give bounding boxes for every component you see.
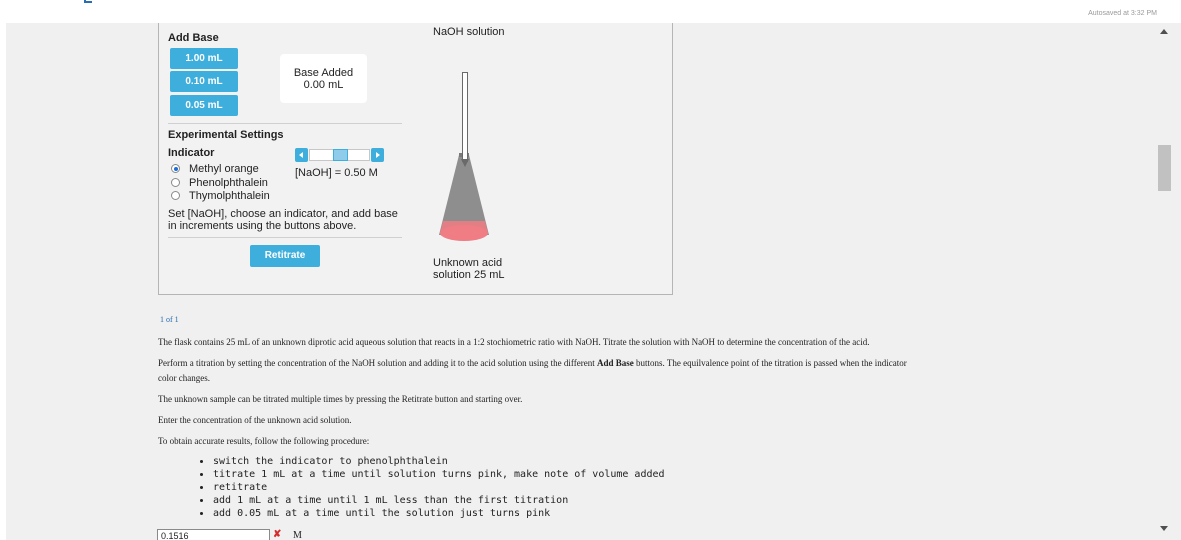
radio-selected-icon[interactable] — [171, 164, 180, 173]
scrollbar-thumb[interactable] — [1158, 145, 1171, 191]
acid-solution-level — [440, 221, 488, 233]
base-added-value: 0.00 mL — [303, 79, 344, 91]
add-1ml-button[interactable]: 1.00 mL — [170, 48, 238, 69]
burette — [462, 72, 468, 162]
burette-tip-icon — [461, 159, 469, 167]
question-paragraph-3: The unknown sample can be titrated multiple times by pressing the Retitrate button and starting over. — [158, 394, 523, 404]
list-item: switch the indicator to phenolphthalein — [200, 455, 665, 468]
help-text: Set [NaOH], choose an indicator, and add base in increments using the buttons above. — [168, 208, 398, 232]
question-paragraph-1: The flask contains 25 mL of an unknown diprotic acid aqueous solution that reacts in a 1:2 stochiometric ratio with NaOH. Titrate the solution with NaOH to determine the concentration of the acid. — [158, 337, 870, 347]
radio-icon[interactable] — [171, 191, 180, 200]
base-added-label: Base Added — [293, 67, 354, 79]
add-0.05ml-button[interactable]: 0.05 mL — [170, 95, 238, 116]
scrollbar-track[interactable] — [1157, 23, 1181, 540]
slider-decrease-icon[interactable] — [295, 148, 308, 162]
scroll-up-icon[interactable] — [1160, 29, 1168, 34]
divider — [168, 123, 402, 124]
indicator-option-methyl-orange[interactable]: Methyl orange — [171, 162, 259, 175]
list-item: add 1 mL at a time until 1 mL less than the first titration — [200, 494, 665, 507]
list-item: add 0.05 mL at a time until the solution just turns pink — [200, 507, 665, 520]
indicator-label: Indicator — [168, 147, 215, 159]
page-indicator[interactable]: 1 of 1 — [160, 315, 179, 324]
radio-icon[interactable] — [171, 178, 180, 187]
add-0.1ml-button[interactable]: 0.10 mL — [170, 71, 238, 92]
slider-increase-icon[interactable] — [371, 148, 384, 162]
flask-label: Unknown acid solution 25 mL — [433, 257, 505, 281]
incorrect-mark-icon: ✘ — [273, 529, 282, 540]
naoh-slider[interactable] — [295, 148, 384, 162]
indicator-option-phenolphthalein[interactable]: Phenolphthalein — [171, 176, 268, 189]
answer-unit: M — [293, 530, 302, 540]
logo-fragment — [84, 0, 92, 3]
naoh-solution-label: NaOH solution — [433, 26, 505, 38]
question-paragraph-5: To obtain accurate results, follow the following procedure: — [158, 436, 370, 446]
question-paragraph-2-cont: color changes. — [158, 373, 210, 383]
naoh-concentration: [NaOH] = 0.50 M — [295, 167, 378, 179]
indicator-option-thymolphthalein[interactable]: Thymolphthalein — [171, 189, 270, 202]
retitrate-button[interactable]: Retitrate — [250, 245, 320, 267]
autosave-status: Autosaved at 3:32 PM — [1088, 10, 1157, 17]
procedure-list — [200, 455, 665, 520]
titration-simulation — [158, 23, 673, 295]
base-added-display — [280, 54, 367, 103]
settings-title: Experimental Settings — [168, 129, 284, 141]
slider-thumb[interactable] — [333, 149, 348, 161]
top-bar — [0, 0, 1181, 23]
answer-input[interactable]: 0.1516 — [157, 529, 270, 540]
add-base-title: Add Base — [168, 32, 219, 44]
question-paragraph-4: Enter the concentration of the unknown acid solution. — [158, 415, 352, 425]
divider — [168, 237, 402, 238]
list-item: retitrate — [200, 481, 665, 494]
question-paragraph-2: Perform a titration by setting the concentration of the NaOH solution and adding it to the acid solution using the different Add Base buttons. The equilvalence point of the titration is passed when the indicator — [158, 358, 907, 368]
list-item: titrate 1 mL at a time until solution turns pink, make note of volume added — [200, 468, 665, 481]
scroll-down-icon[interactable] — [1160, 526, 1168, 531]
